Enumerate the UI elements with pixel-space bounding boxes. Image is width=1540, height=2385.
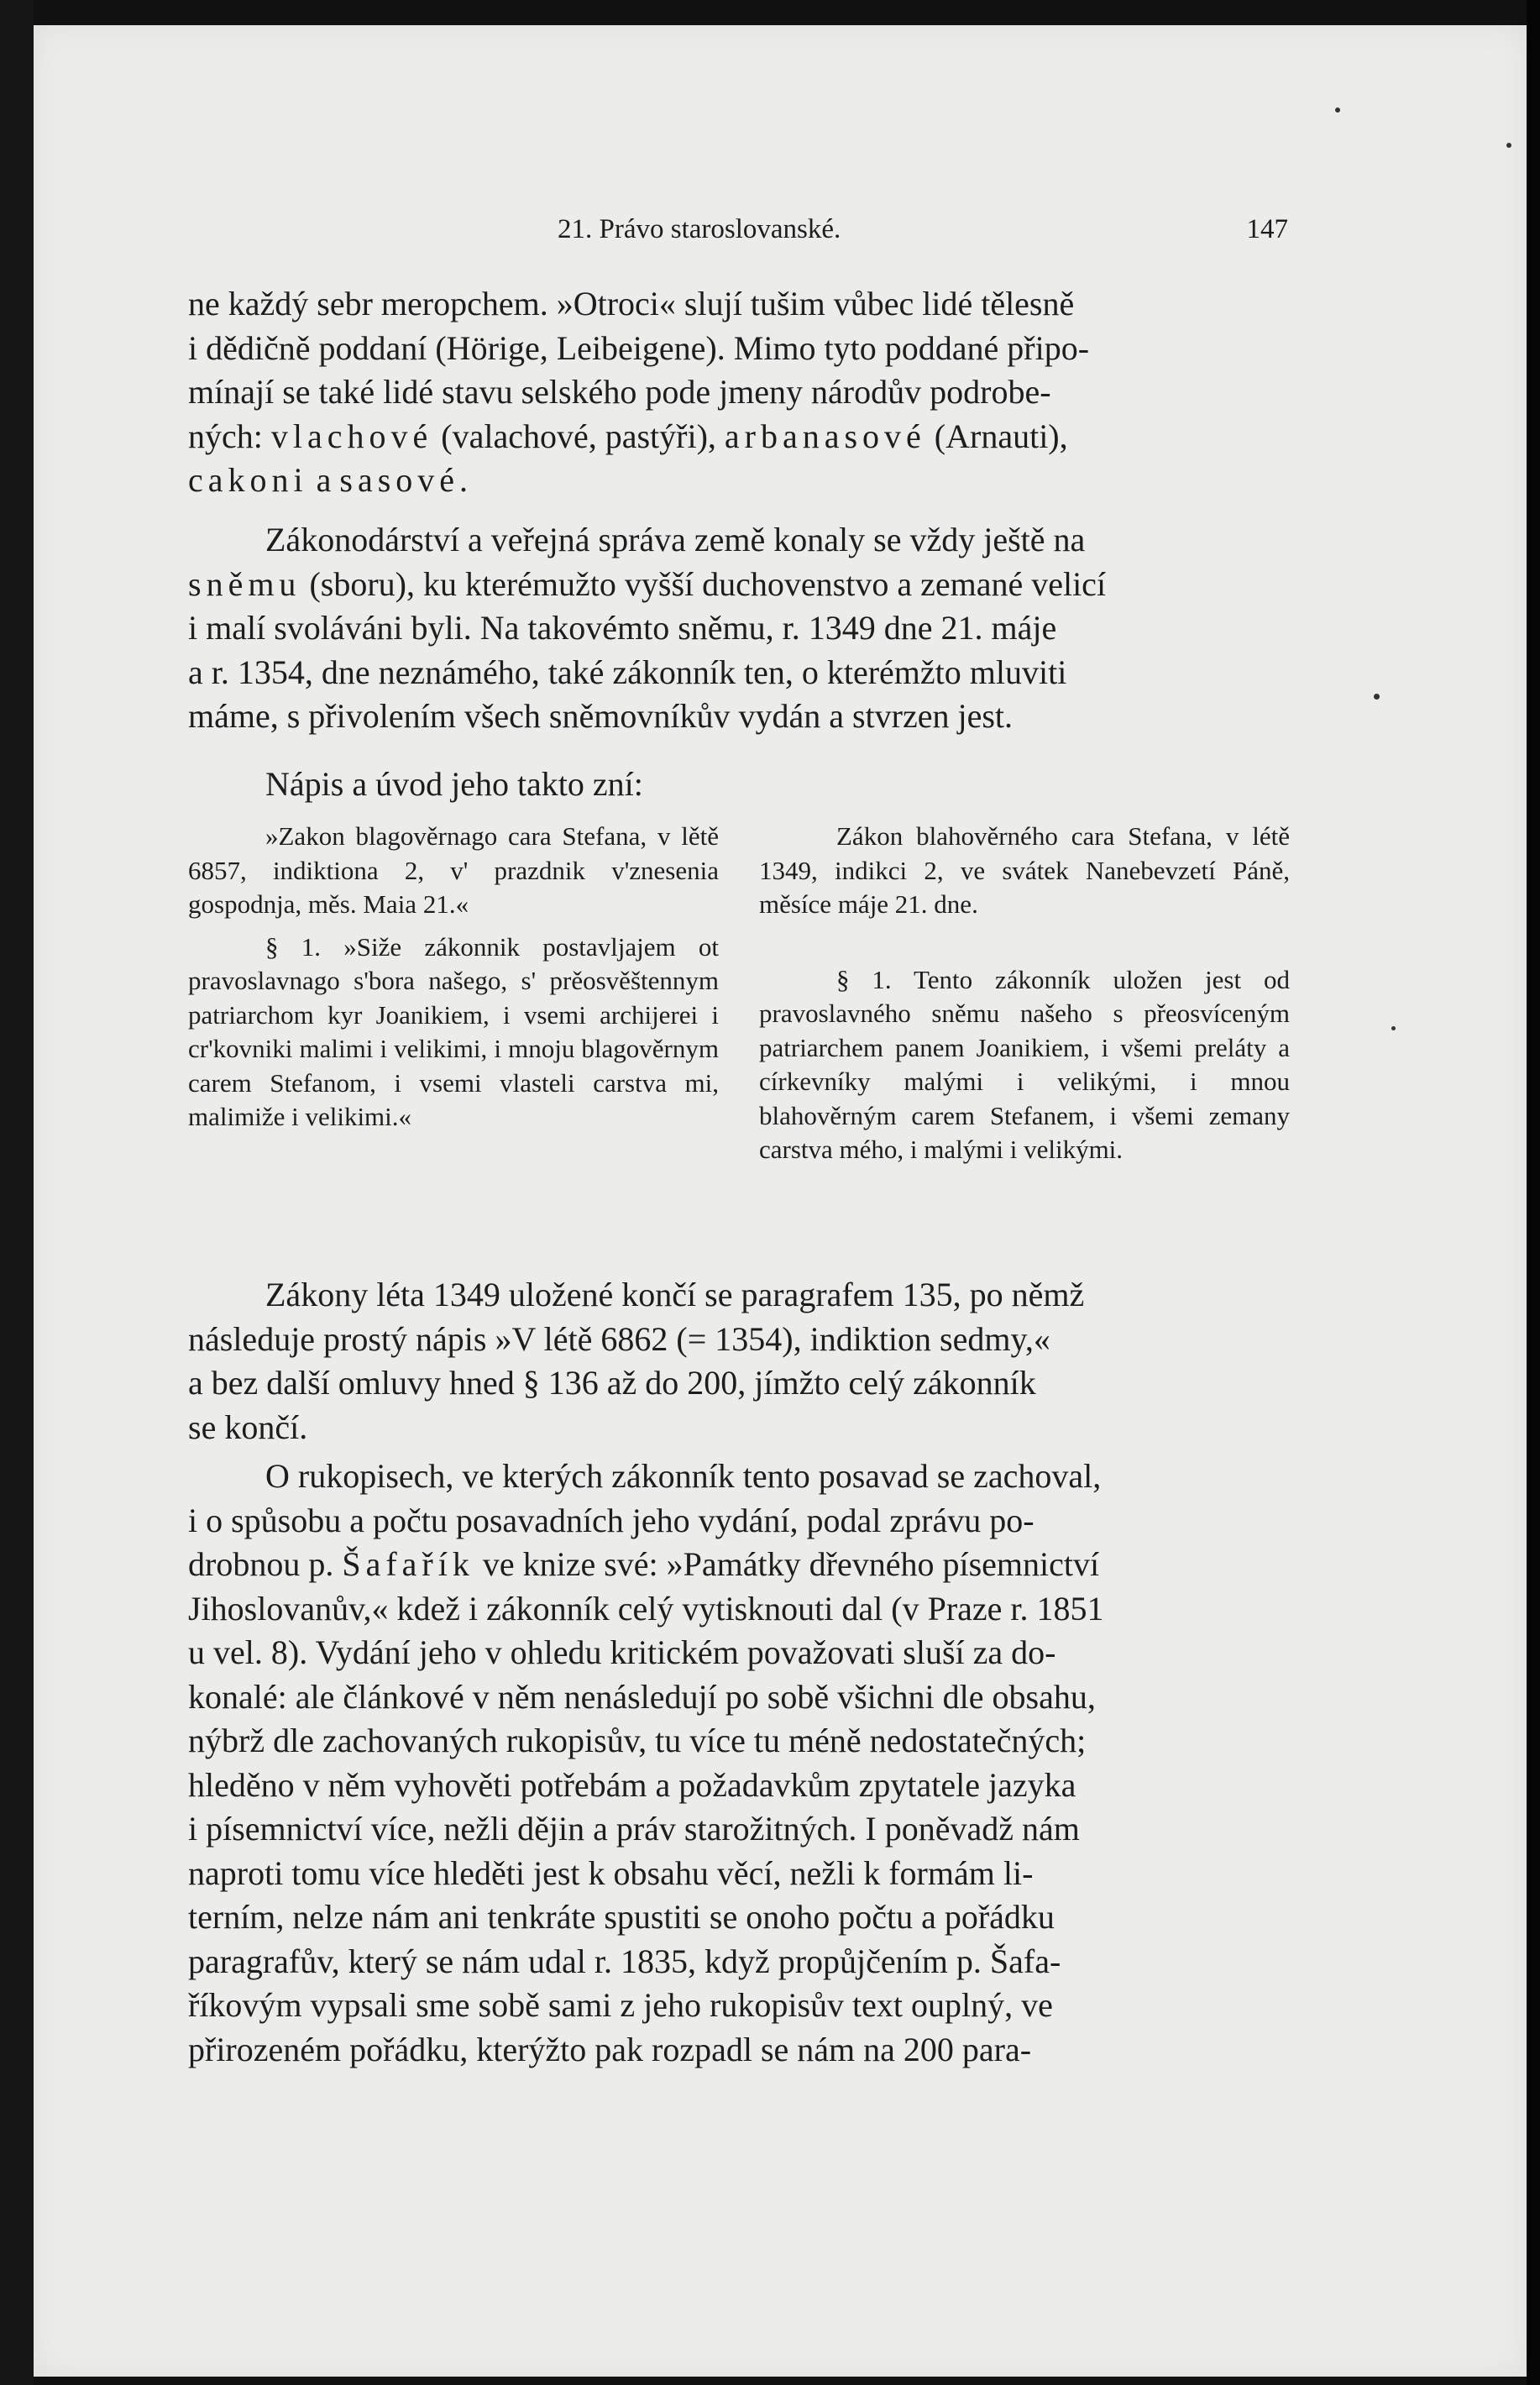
text-line: ne každý sebr meropchem. »Otroci« slují tušim vůbec lidé tělesně [188,285,1075,322]
text-line: O rukopisech, ve kterých zákonník tento posavad se zachoval, [265,1457,1102,1495]
text-line: drobnou p. Šafařík ve knize své: »Památky dřevného písemnictví [188,1545,1100,1583]
paragraph-continuation [188,282,1288,503]
text-line: konalé: ale článkové v něm nenásledují po sobě všichni dle obsahu, [188,1677,1096,1716]
paper-speck [1374,694,1380,700]
spaced-term: sasové [339,461,460,499]
column-paragraph: § 1. »Siže zákonnik postavljajem ot pravoslavnago s'bora našego, s' prěosvěštennym patriarchom kyr Joanikiem, i vsemi archijerei i cr'kovniki malimi i velikimi, i mnoju blagověrnym carem Stefanom, i vsemi vlasteli carstva mi, malimiže i velikimi.« [188,931,719,1131]
running-header [188,214,1288,256]
text-line: přirozeném pořádku, kterýžto pak rozpadl se nám na 200 para- [188,2030,1032,2068]
old-slavonic-column [188,820,719,1135]
text-line: u vel. 8). Vydání jeho v ohledu kritickém považovati sluší za do- [188,1633,1056,1671]
text-line: i dědičně poddaní (Hörige, Leibeigene). Mimo tyto poddané připo- [188,328,1090,367]
column-paragraph: Zákon blahověrného cara Stefana, v létě 1349, indikci 2, ve svátek Nanebevzetí Páně, měsíce máje 21. dne. [759,821,1290,919]
text-line: i písemnictví více, nežli dějin a práv starožitných. I poněvadž nám [188,1810,1080,1848]
czech-translation-column [759,820,1290,1167]
text-line: a bez další omluvy hned § 136 až do 200, jímžto celý zákonník [188,1364,1036,1402]
spaced-term: cakoni [188,461,308,499]
text-line: máme, s přivolením všech sněmovníkův vydán a stvrzen jest. [188,697,1014,735]
text-line: terním, nelze nám ani tenkráte spustiti se onoho počtu a pořádku [188,1898,1055,1936]
text-line: paragrafův, který se nám udal r. 1835, když propůjčením p. Šafa- [188,1942,1061,1980]
paper-speck [1335,107,1340,113]
text-line: i malí svoláváni byli. Na takovémto sněmu, r. 1349 dne 21. máje [188,609,1057,647]
text-line: se končí. [188,1407,308,1446]
text-line: i o spůsobu a počtu posavadních jeho vydání, podal zprávu po- [188,1501,1035,1539]
text-line: mínají se také lidé stavu selského pode jmeny národův podrobe- [188,373,1051,411]
text-line: cakoni a sasové. [188,461,469,499]
paper-speck [1391,1026,1396,1030]
scan-right-edge [1527,0,1540,2385]
text-line: nýbrž dle zachovaných rukopisův, tu více tu méně nedostatečných; [188,1722,1087,1759]
spaced-term: Šafařík [342,1545,474,1583]
section-heading: Nápis a úvod jeho takto zní: [265,765,643,803]
paper-speck [1506,143,1511,148]
page-number: 147 [1246,214,1288,244]
spaced-term: vlachové [270,417,433,455]
scan-left-edge [0,0,34,2385]
text-line: hleděno v něm vyhověti potřebám a požadavkům zpytatele jazyka [188,1765,1076,1804]
text-line: Zákony léta 1349 uložené končí se paragrafem 135, po němž [265,1276,1085,1313]
text-line: Zákonodárství a veřejná správa země konaly se vždy ještě na [265,521,1086,558]
column-paragraph: »Zakon blagověrnago cara Stefana, v lětě 6857, indiktiona 2, v' prazdnik v'znesenia gospodnja, měs. Maia 21.« [188,821,719,919]
text-line: ných: vlachové (valachové, pastýři), arbanasové (Arnauti), [188,417,1068,455]
chapter-title: 21. Právo staroslovanské. [558,214,841,244]
text-line: naproti tomu více hleděti jest k obsahu věcí, nežli k formám li- [188,1853,1034,1892]
spaced-term: arbanasové [724,417,926,455]
column-paragraph: § 1. Tento zákonník uložen jest od pravoslavného sněmu našeho s přeosvíceným patriarchem panem Joanikiem, i všemi preláty a církevníky malými i velikými, i mnou blahověrným carem Stefanem, i všemi zemany carstva mého, i malými i velikými. [759,964,1290,1164]
text-line: následuje prostý nápis »V létě 6862 (= 1354), indiktion sedmy,« [188,1319,1050,1358]
paragraph-laws [188,1273,1288,1449]
text-line: Jihoslovanův,« kdež i zákonník celý vytisknouti dal (v Praze r. 1851 [188,1589,1104,1628]
text-line: a r. 1354, dne neznámého, také zákonník ten, o kterémžto mluviti [188,653,1067,691]
text-line: říkovým vypsali sme sobě sami z jeho rukopisův text ouplný, ve [188,1986,1053,2024]
text-line: sněmu (sboru), ku kterémužto vyšší duchovenstvo a zemané velicí [188,564,1107,603]
paragraph-legislation [188,518,1288,739]
spaced-term: sněmu [188,564,301,603]
paragraph-manuscripts [188,1455,1288,2072]
